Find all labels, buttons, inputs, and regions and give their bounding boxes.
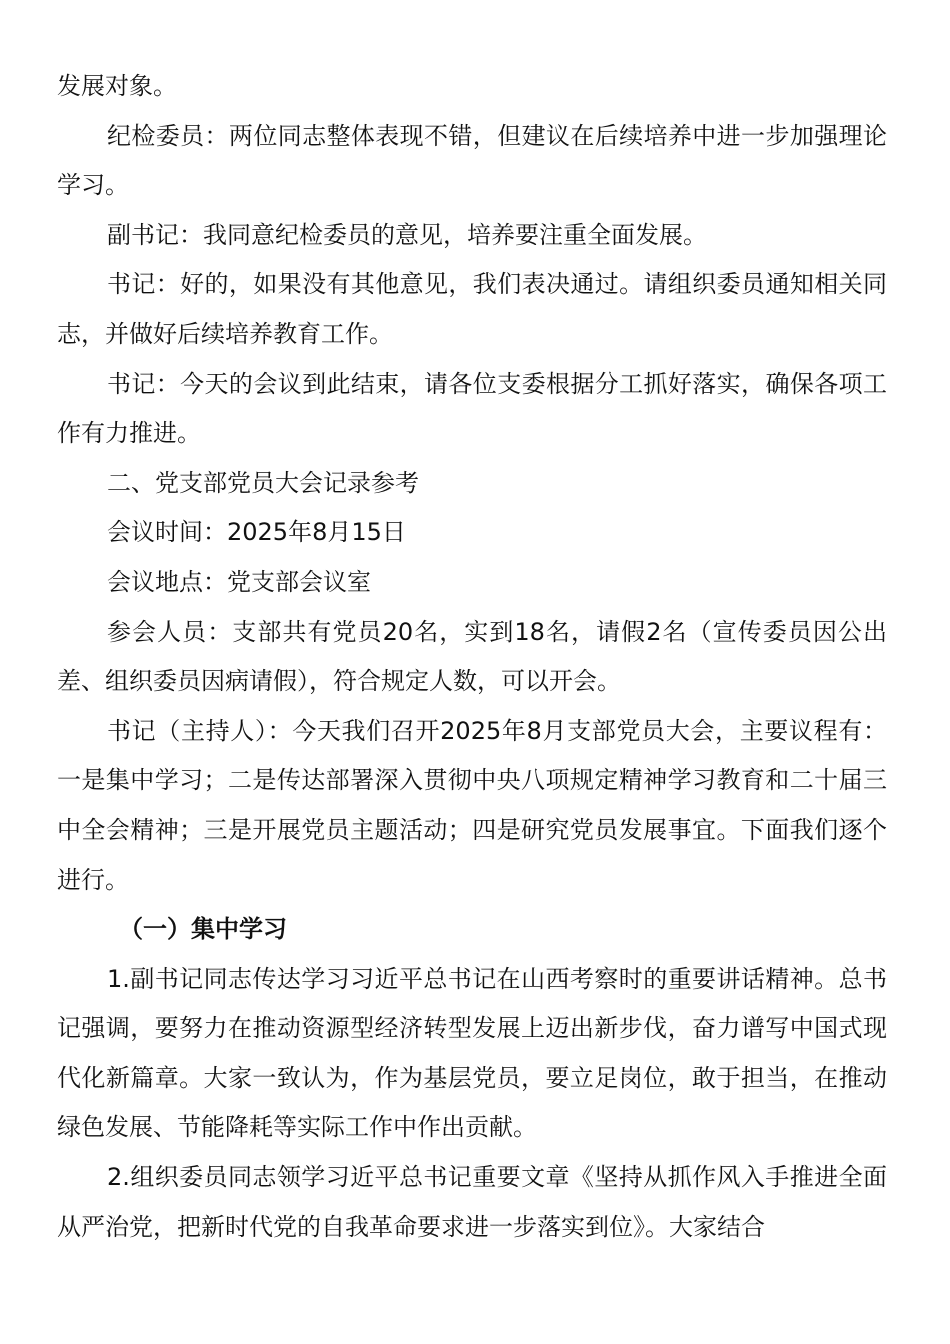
document-page [57,62,887,1252]
paragraph-agenda: 书记（主持人）：今天我们召开2025年8月支部党员大会，主要议程有：一是集中学习；二是传达部署深入贯彻中央八项规定精神学习教育和二十届三中全会精神；三是开展党员主题活动；四是研究党员发展事宜。下面我们逐个进行。 [57,716,887,894]
meeting-time: 会议时间：2025年8月15日 [107,518,406,547]
paragraph-deputy-secretary-remark: 副书记：我同意纪检委员的意见，培养要注重全面发展。 [107,220,707,249]
paragraph-discipline-committee-remark: 纪检委员：两位同志整体表现不错，但建议在后续培养中进一步加强理论学习。 [57,121,887,200]
paragraph-secretary-vote: 书记：好的，如果没有其他意见，我们表决通过。请组织委员通知相关同志，并做好后续培养教育工作。 [57,270,887,348]
subsection-heading-centralized-study: （一）集中学习 [119,915,287,944]
meeting-location: 会议地点：党支部会议室 [107,567,371,596]
study-item-2: 2.组织委员同志领学习近平总书记重要文章《坚持从抓作风入手推进全面从严治党，把新时代党的自我革命要求进一步落实到位》。大家结合 [57,1163,887,1241]
paragraph-secretary-closing: 书记：今天的会议到此结束，请各位支委根据分工抓好落实，确保各项工作有力推进。 [57,369,887,448]
meeting-attendees: 参会人员：支部共有党员20名，实到18名，请假2名（宣传委员因公出差、组织委员因病请假），符合规定人数，可以开会。 [57,617,887,696]
study-item-1: 1.副书记同志传达学习习近平总书记在山西考察时的重要讲话精神。总书记强调，要努力在推动资源型经济转型发展上迈出新步伐，奋力谱写中国式现代化新篇章。大家一致认为，作为基层党员，要立足岗位，敢于担当，在推动绿色发展、节能降耗等实际工作中作出贡献。 [57,964,887,1142]
section-title-members-meeting: 二、党支部党员大会记录参考 [107,468,419,497]
paragraph-continuation: 发展对象。 [57,72,177,100]
